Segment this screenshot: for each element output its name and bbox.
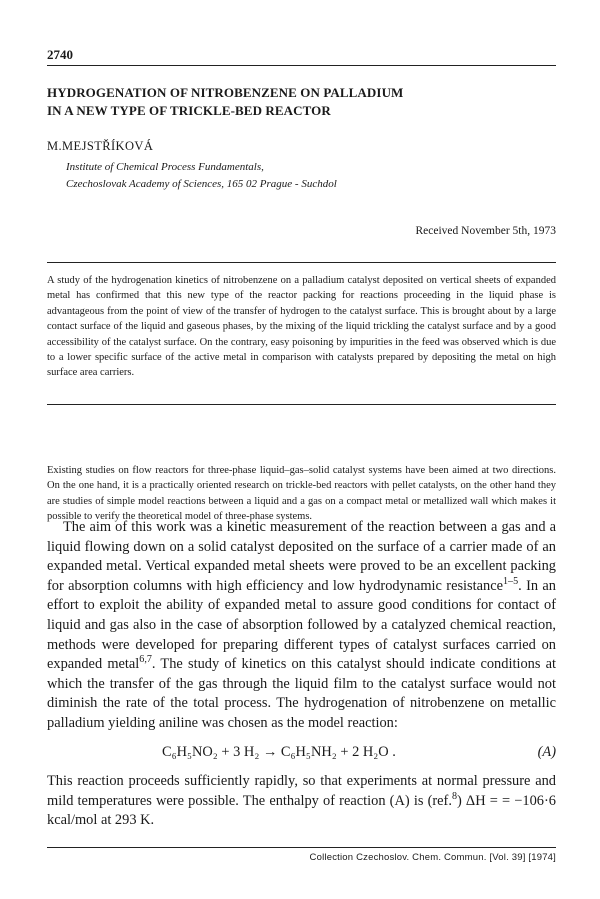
received-date: Received November 5th, 1973 bbox=[415, 225, 556, 237]
affiliation-line-1: Institute of Chemical Process Fundamentals, bbox=[66, 161, 264, 173]
intro-paragraph: Existing studies on flow reactors for three-phase liquid–gas–solid catalyst systems have been aimed at two directions. On the one hand, it is a practically oriented research on trickle-bed reactors with pellet catalysts, on the other hand they are studies of simple model reactions between a liquid and a gas on a compact metal or metallized wall which makes it possible to verify the theoretical model of three-phase systems. bbox=[47, 465, 556, 523]
reaction-equation: C₆H₅NO₂ + 3 H₂ → C₆H₅NH₂ + 2 H₂O . bbox=[162, 744, 396, 760]
body-paragraph bbox=[47, 518, 556, 734]
article-title bbox=[47, 84, 556, 120]
reference-1-5: 1–5 bbox=[503, 575, 519, 587]
post-equation-part-2: ) ΔH = = −106·6 kcal/mol at 293 K. bbox=[47, 792, 556, 829]
abstract-top-rule bbox=[47, 262, 556, 263]
header-rule bbox=[47, 65, 556, 66]
equation-label: (A) bbox=[537, 744, 556, 760]
journal-footer: Collection Czechoslov. Chem. Commun. [Vol. 39] [1974] bbox=[309, 852, 556, 863]
title-line-1: HYDROGENATION OF NITROBENZENE ON PALLADIUM bbox=[47, 85, 404, 100]
affiliation-line-2: Czechoslovak Academy of Sciences, 165 02 Prague - Suchdol bbox=[66, 178, 337, 190]
footer-rule bbox=[47, 847, 556, 848]
abstract: A study of the hydrogenation kinetics of nitrobenzene on a palladium catalyst deposited on vertical sheets of expanded metal has confirmed that this new type of the reactor packing for reactions proceeding in the liquid phase is advantageous from the point of view of the transfer of hydrogen to the catalyst surface. This is brought about by a large contact surface of the liquid and gaseous phases, by the mixing of the liquid trickling the catalyst surface and by a good accessibility of the catalyst surface. On the contrary, easy poisoning by impurities in the feed was observed which is due to a lower specific surface of the active metal in comparison with catalysts prepared by depositing the metal on high surface area carriers. bbox=[47, 275, 556, 379]
abstract-bottom-rule bbox=[47, 404, 556, 405]
author-name: M.MEJSTŘÍKOVÁ bbox=[47, 139, 154, 153]
title-line-2: IN A NEW TYPE OF TRICKLE-BED REACTOR bbox=[47, 103, 331, 118]
reference-6-7: 6,7 bbox=[139, 654, 152, 666]
body-text-part-3: . The study of kinetics on this catalyst should indicate conditions at which the transfer of the gas through the liquid film to the catalyst surface would not diminish the rate of the total process. The hydrogenation of nitrobenzene on metallic palladium yielding aniline was chosen as the model reaction: bbox=[47, 656, 557, 731]
body-text-part-1: The aim of this work was a kinetic measurement of the reaction between a gas and a liquid flowing down on a solid catalyst deposited on the surface of a carrier made of an expanded metal. Vertical expanded metal sheets were proved to be an excellent packing for absorption columns with high efficiency and low hydrodynamic resistance bbox=[47, 519, 556, 594]
body-text-part-2: . In an effort to exploit the ability of expanded metal to assure good conditions for contact of liquid and gas also in the case of absorption followed by a catalyzed chemical reaction, methods were developed for preparing different types of catalyst surfaces carried on expanded metal bbox=[47, 577, 556, 673]
post-equation-part-1: This reaction proceeds sufficiently rapidly, so that experiments at normal pressure and mild temperatures were possible. The enthalpy of reaction (A) is (ref. bbox=[47, 773, 556, 809]
post-equation-paragraph bbox=[47, 772, 556, 831]
affiliation bbox=[66, 159, 337, 193]
page-number: 2740 bbox=[47, 47, 73, 62]
reference-8: 8 bbox=[451, 790, 457, 802]
